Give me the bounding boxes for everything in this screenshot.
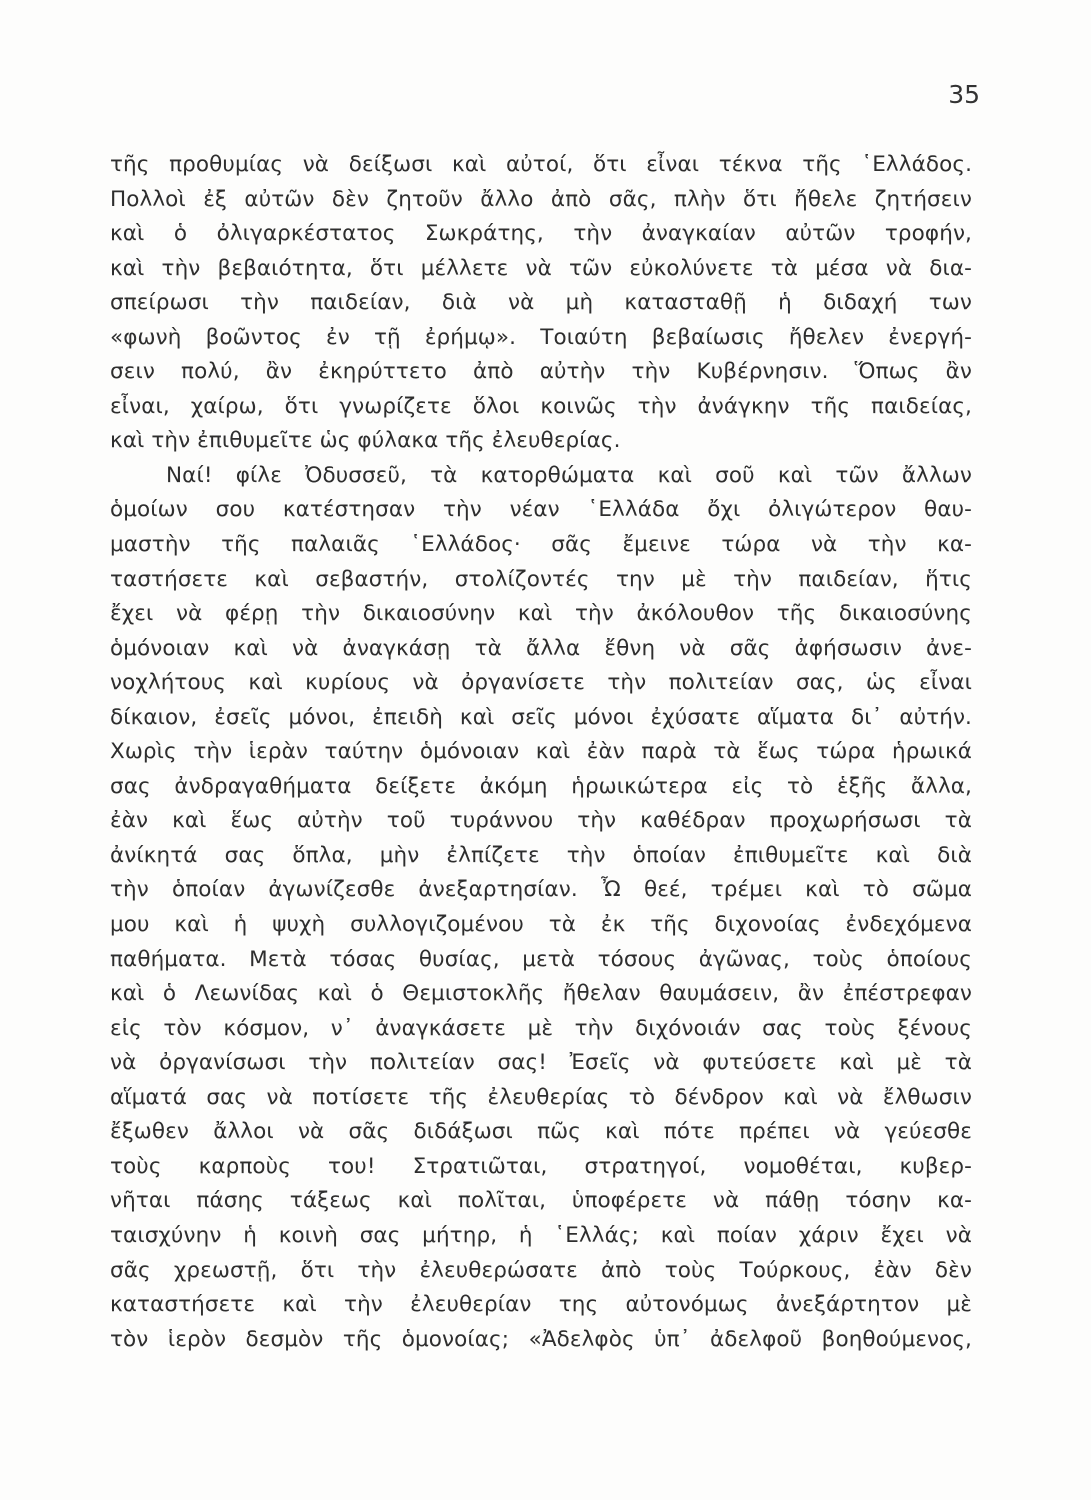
- text-line: καὶ τὴν ἐπιθυμεῖτε ὡς φύλακα τῆς ἐλευθερίας.: [110, 428, 621, 454]
- text-line: εἰς τὸν κόσμον, ν᾿ ἀναγκάσετε μὲ τὴν διχόνοιάν σας τοὺς ξένους: [110, 1015, 972, 1041]
- text-line: καὶ τὴν βεβαιότητα, ὅτι μέλλετε νὰ τῶν εὐκολύνετε τὰ μέσα νὰ δια-: [110, 255, 972, 281]
- text-line: σπείρωσι τὴν παιδείαν, διὰ νὰ μὴ κατασταθῇ ἡ διδαχή των: [110, 290, 972, 316]
- text-line: ἐὰν καὶ ἕως αὐτὴν τοῦ τυράννου τὴν καθέδραν προχωρήσωσι τὰ: [110, 808, 972, 834]
- text-line: τοὺς καρποὺς του! Στρατιῶται, στρατηγοί, νομοθέται, κυβερ-: [110, 1153, 972, 1179]
- text-line: σᾶς χρεωστῇ, ὅτι τὴν ἐλευθερώσατε ἀπὸ τοὺς Τούρκους, ἐὰν δὲν: [110, 1257, 972, 1283]
- text-line: Χωρὶς τὴν ἱερὰν ταύτην ὁμόνοιαν καὶ ἐὰν παρὰ τὰ ἕως τώρα ἡρωικά: [110, 739, 972, 765]
- text-line: αἵματά σας νὰ ποτίσετε τῆς ἐλευθερίας τὸ δένδρον καὶ νὰ ἔλθωσιν: [110, 1084, 972, 1110]
- text-line: ταστήσετε καὶ σεβαστήν, στολίζοντές την μὲ τὴν παιδείαν, ἥτις: [110, 566, 972, 592]
- text-line: ἔξωθεν ἄλλοι νὰ σᾶς διδάξωσι πῶς καὶ πότε πρέπει νὰ γεύεσθε: [110, 1119, 972, 1145]
- text-line: μαστὴν τῆς παλαιᾶς ῾Ελλάδος· σᾶς ἔμεινε τώρα νὰ τὴν κα-: [110, 532, 972, 558]
- text-line: ἔχει νὰ φέρῃ τὴν δικαιοσύνην καὶ τὴν ἀκόλουθον τῆς δικαιοσύνης: [110, 601, 972, 627]
- text-line: νῆται πάσης τάξεως καὶ πολῖται, ὑποφέρετε νὰ πάθῃ τόσην κα-: [110, 1188, 972, 1214]
- text-line: τὸν ἱερὸν δεσμὸν τῆς ὁμονοίας; «Ἀδελφὸς ὑπ᾿ ἀδελφοῦ βοηθούμενος,: [110, 1326, 972, 1352]
- text-line: καὶ ὁ ὀλιγαρκέστατος Σωκράτης, τὴν ἀναγκαίαν αὐτῶν τροφήν,: [110, 221, 972, 247]
- text-line: Πολλοὶ ἐξ αὐτῶν δὲν ζητοῦν ἄλλο ἀπὸ σᾶς, πλὴν ὅτι ἤθελε ζητήσειν: [110, 186, 972, 212]
- text-line: καὶ ὁ Λεωνίδας καὶ ὁ Θεμιστοκλῆς ἤθελαν θαυμάσειν, ἂν ἐπέστρεφαν: [110, 981, 972, 1007]
- body-text: [110, 148, 972, 1357]
- text-line: τῆς προθυμίας νὰ δείξωσι καὶ αὐτοί, ὅτι εἶναι τέκνα τῆς ῾Ελλάδος.: [110, 152, 972, 177]
- text-line: «φωνὴ βοῶντος ἐν τῇ ἐρήμῳ». Τοιαύτη βεβαίωσις ἤθελεν ἐνεργή-: [110, 324, 972, 350]
- text-line: ὁμόνοιαν καὶ νὰ ἀναγκάσῃ τὰ ἄλλα ἔθνη νὰ σᾶς ἀφήσωσιν ἀνε-: [110, 635, 972, 661]
- text-line: μου καὶ ἡ ψυχὴ συλλογιζομένου τὰ ἐκ τῆς διχονοίας ἐνδεχόμενα: [110, 912, 972, 938]
- text-line: ταισχύνην ἡ κοινὴ σας μήτηρ, ἡ ῾Ελλάς; καὶ ποίαν χάριν ἔχει νὰ: [110, 1222, 972, 1248]
- text-line: νὰ ὀργανίσωσι τὴν πολιτείαν σας! Ἐσεῖς νὰ φυτεύσετε καὶ μὲ τὰ: [110, 1050, 972, 1076]
- page-number: 35: [948, 80, 980, 109]
- text-line: δίκαιον, ἐσεῖς μόνοι, ἐπειδὴ καὶ σεῖς μόνοι ἐχύσατε αἵματα δι᾿ αὐτήν.: [110, 704, 972, 730]
- text-line: παθήματα. Μετὰ τόσας θυσίας, μετὰ τόσους ἀγῶνας, τοὺς ὁποίους: [110, 946, 972, 972]
- text-line: σας ἀνδραγαθήματα δείξετε ἀκόμη ἡρωικώτερα εἰς τὸ ἑξῆς ἄλλα,: [110, 773, 972, 799]
- text-line: Ναί! φίλε Ὀδυσσεῦ, τὰ κατορθώματα καὶ σοῦ καὶ τῶν ἄλλων: [166, 462, 972, 488]
- text-line: τὴν ὁποίαν ἀγωνίζεσθε ἀνεξαρτησίαν. Ὦ θεέ, τρέμει καὶ τὸ σῶμα: [110, 877, 972, 903]
- text-line: ὁμοίων σου κατέστησαν τὴν νέαν ῾Ελλάδα ὄχι ὀλιγώτερον θαυ-: [110, 497, 972, 523]
- text-line: εἶναι, χαίρω, ὅτι γνωρίζετε ὅλοι κοινῶς τὴν ἀνάγκην τῆς παιδείας,: [110, 393, 972, 419]
- text-line: ἀνίκητά σας ὅπλα, μὴν ἐλπίζετε τὴν ὁποίαν ἐπιθυμεῖτε καὶ διὰ: [110, 842, 972, 868]
- text-line: σειν πολύ, ἂν ἐκηρύττετο ἀπὸ αὐτὴν τὴν Κυβέρνησιν. Ὅπως ἂν: [110, 359, 972, 385]
- text-line: νοχλήτους καὶ κυρίους νὰ ὀργανίσετε τὴν πολιτείαν σας, ὡς εἶναι: [110, 670, 972, 696]
- text-line: καταστήσετε καὶ τὴν ἐλευθερίαν της αὐτονόμως ἀνεξάρτητον μὲ: [110, 1292, 972, 1318]
